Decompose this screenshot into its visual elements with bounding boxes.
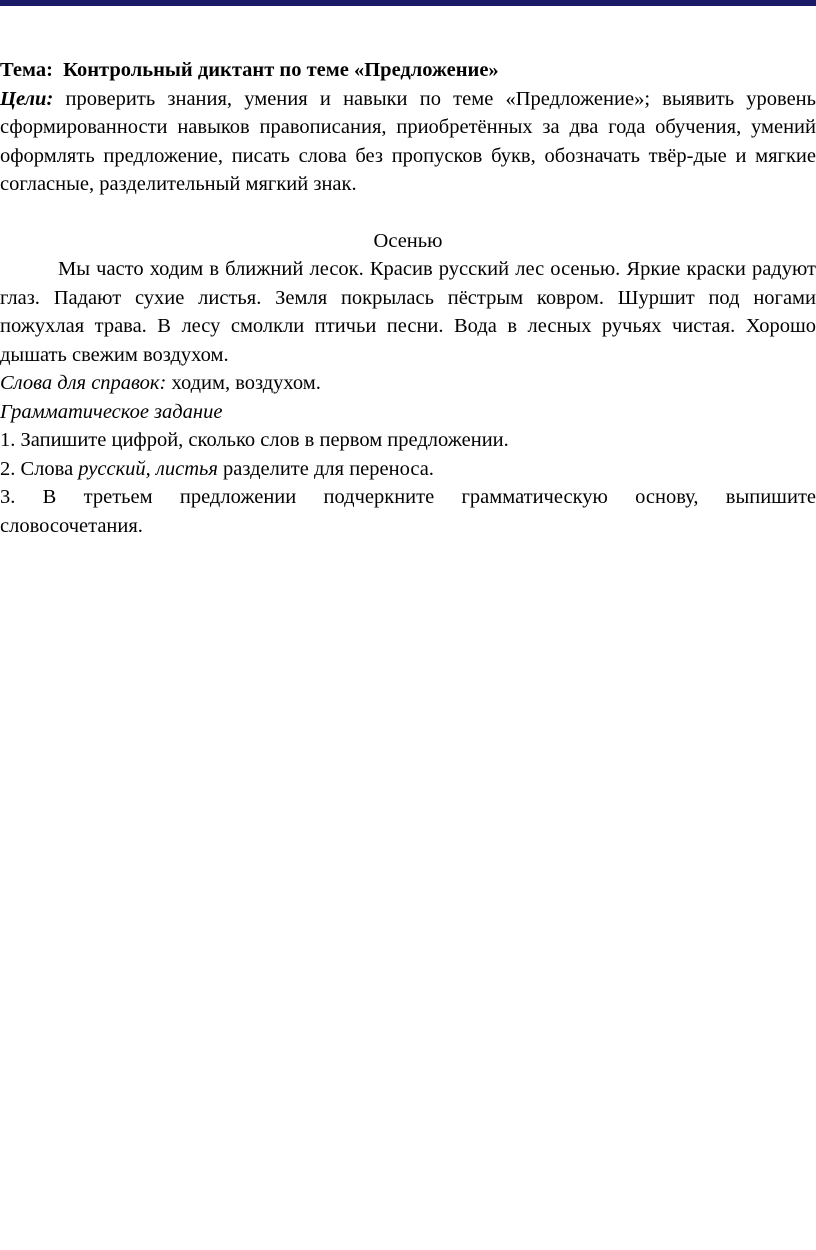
grammar-task-2 bbox=[0, 455, 816, 484]
goals-paragraph bbox=[0, 85, 816, 199]
theme-text: Контрольный диктант по теме «Предложение» bbox=[63, 59, 499, 81]
reference-label: Слова для справок: bbox=[0, 372, 167, 394]
dictation-text: Мы часто ходим в ближний лесок. Красив русский лес осенью. Яркие краски радуют глаз. Падают сухие листья. Земля покрылась пёстрым ковром. Шуршит под ногами пожухлая трава. В лесу смолкли птичьи песни. Вода в лесных ручьях чистая. Хорошо дышать свежим воздухом. bbox=[0, 258, 816, 366]
grammar-task-1: 1. Запишите цифрой, сколько слов в первом предложении. bbox=[0, 429, 509, 451]
task2-words: русский, листья bbox=[78, 457, 218, 480]
reference-words-line bbox=[0, 369, 816, 398]
theme-line bbox=[0, 56, 816, 85]
task3-tail: словосочетания. bbox=[0, 514, 143, 537]
goals-label: Цели: bbox=[0, 87, 54, 110]
document-page bbox=[0, 56, 816, 540]
grammar-title: Грамматическое задание bbox=[0, 400, 223, 423]
task3-number: 3. bbox=[0, 486, 16, 508]
reference-words: ходим, воздухом. bbox=[171, 372, 321, 394]
spacer bbox=[0, 199, 816, 227]
goals-text: проверить знания, умения и навыки по теме «Предложение»; выявить уровень сформированности навыков правописания, приобретённых за два года обучения, умений оформлять предложение, писать слова без пропусков букв, обозначать твёр-дые и мягкие согласные, разделительный мягкий знак. bbox=[0, 87, 816, 195]
theme-label: Тема: bbox=[0, 59, 53, 81]
task2-prefix: 2. Слова bbox=[0, 457, 74, 480]
dictation-title: Осенью bbox=[373, 229, 443, 252]
task2-suffix: разделите для переноса. bbox=[223, 457, 434, 480]
top-border-bar bbox=[0, 0, 816, 6]
task3-text: В третьем предложении подчеркните грамматическую основу, выпишите bbox=[42, 486, 816, 508]
grammar-task-3 bbox=[0, 483, 816, 540]
